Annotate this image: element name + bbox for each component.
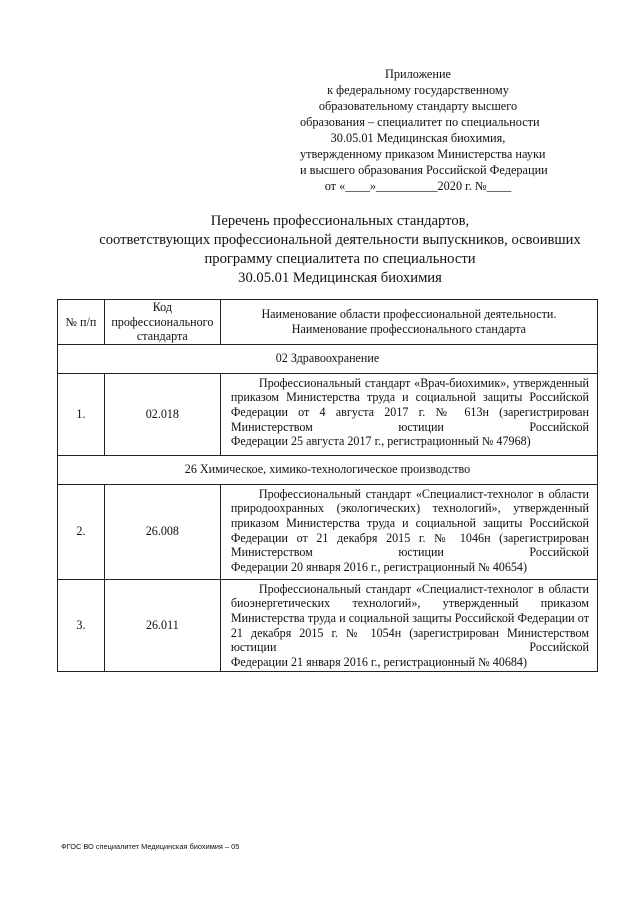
table-row: [58, 373, 598, 455]
description-last-line: Федерации 20 января 2016 г., регистрационный № 40654): [230, 559, 528, 574]
document-title: [40, 212, 640, 288]
header-code: [104, 300, 220, 345]
section-row: [58, 455, 598, 484]
title-line: Перечень профессиональных стандартов,: [210, 213, 470, 229]
appendix-line: к федеральному государственному: [327, 83, 509, 97]
header-name-line1: Наименование области профессиональной деятельности.: [261, 307, 557, 322]
title-line: 30.05.01 Медицинская биохимия: [238, 270, 442, 286]
section-row: [58, 344, 598, 373]
header-num: № п/п: [58, 300, 105, 345]
appendix-block: [300, 66, 548, 194]
standard-description: [220, 579, 597, 672]
standard-description: [220, 373, 597, 455]
title-line: программу специалитета по специальности: [204, 251, 476, 267]
section-title: 26 Химическое, химико-технологическое производство: [58, 455, 598, 484]
table-header-row: [58, 300, 598, 345]
row-number: 2.: [58, 484, 105, 579]
standards-table: [57, 299, 598, 672]
description-text: Профессиональный стандарт «Специалист-технолог в области природоохранных (экологических) технологий», утвержденный приказом Министерства труда и социальной защиты Российской Федерации от 21 декабря 2015 г. № 1046н (зарегистрирован Министерством юстиции Российской: [230, 486, 589, 560]
header-name: [220, 300, 597, 345]
description-last-line: Федерации 25 августа 2017 г., регистрационный № 47968): [230, 434, 531, 449]
header-code-text: Код профессионального стандарта: [111, 300, 214, 344]
appendix-line: образовательному стандарту высшего: [318, 99, 518, 113]
description-last-line: Федерации 21 января 2016 г., регистрационный № 40684): [230, 654, 528, 669]
standard-code: 26.011: [104, 579, 220, 672]
appendix-line: Приложение: [385, 67, 451, 81]
header-name-line2: Наименование профессионального стандарта: [291, 321, 527, 336]
section-title: 02 Здравоохранение: [58, 344, 598, 373]
table-row: [58, 484, 598, 579]
row-number: 1.: [58, 373, 105, 455]
title-line: соответствующих профессиональной деятельности выпускников, освоивших: [99, 232, 581, 248]
description-text: Профессиональный стандарт «Врач-биохимик», утвержденный приказом Министерства труда и социальной защиты Российской Федерации от 4 августа 2017 г. № 613н (зарегистрирован Министерством юстиции Российской: [230, 375, 589, 434]
appendix-line: и высшего образования Российской Федерации: [300, 163, 548, 177]
page-footer: ФГОС ВО специалитет Медицинская биохимия – 05: [61, 842, 240, 851]
row-number: 3.: [58, 579, 105, 672]
standard-code: 26.008: [104, 484, 220, 579]
standard-description: [220, 484, 597, 579]
table-row: [58, 579, 598, 672]
appendix-line: 30.05.01 Медицинская биохимия,: [330, 131, 506, 145]
standard-code: 02.018: [104, 373, 220, 455]
appendix-line: утвержденному приказом Министерства науки: [300, 147, 546, 161]
appendix-line: образования – специалитет по специальности: [300, 115, 540, 129]
description-text: Профессиональный стандарт «Специалист-технолог в области биоэнергетических технологий», утвержденный приказом Министерства труда и социальной защиты Российской Федерации от 21 декабря 2015 г. № 1054н (зарегистрирован Министерством юстиции Российской: [230, 581, 589, 655]
appendix-line: от «____»__________2020 г. №____: [324, 179, 512, 193]
